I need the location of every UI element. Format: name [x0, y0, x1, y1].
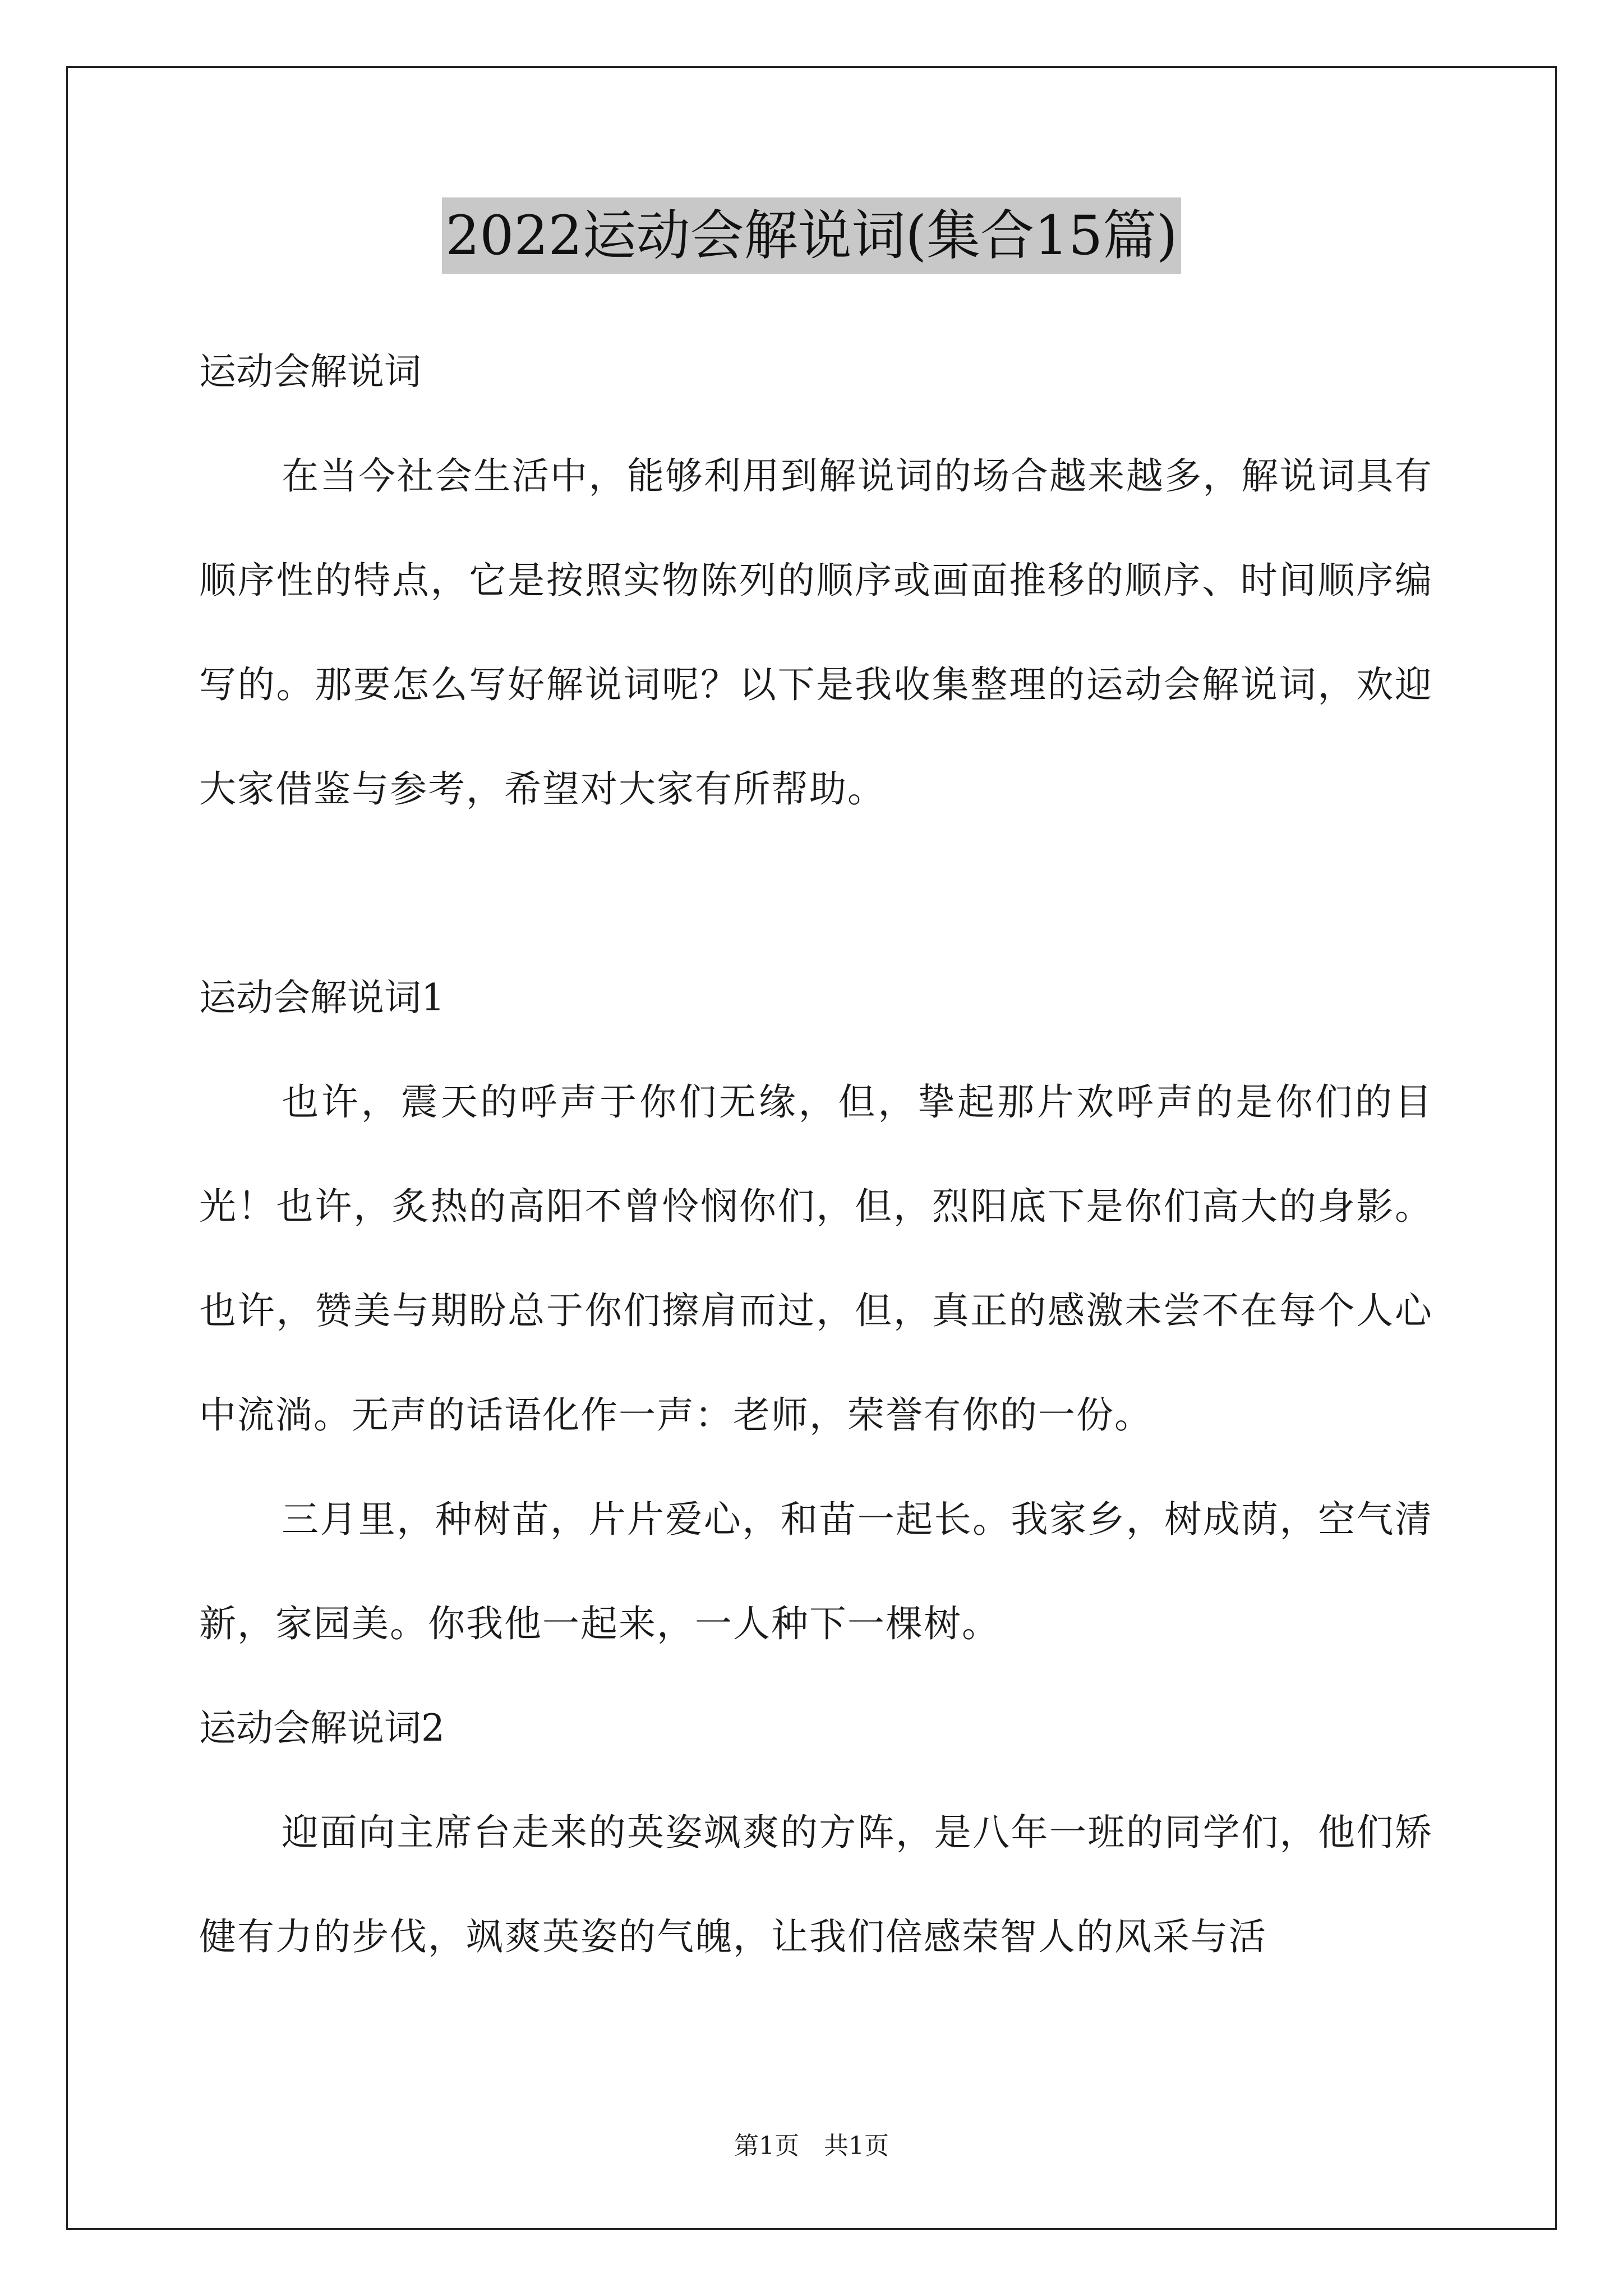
intro-paragraph: 在当今社会生活中，能够利用到解说词的场合越来越多，解说词具有顺序性的特点，它是按照实物陈列的顺序或画面推移的顺序、时间顺序编写的。那要怎么写好解说词呢？以下是我收集整理的运动会解说词，欢迎大家借鉴与参考，希望对大家有所帮助。	[199, 454, 1433, 811]
document-title: 2022运动会解说词(集合15篇)	[442, 197, 1181, 274]
section-1-heading: 运动会解说词1	[199, 976, 445, 1019]
intro-heading: 运动会解说词	[199, 350, 421, 393]
section-1-paragraph-1: 也许，震天的呼声于你们无缘，但，挚起那片欢呼声的是你们的目光！也许，炙热的高阳不曾怜悯你们，但，烈阳底下是你们高大的身影。也许，赞美与期盼总于你们擦肩而过，但，真正的感激未尝不在每个人心中流淌。无声的话语化作一声：老师，荣誉有你的一份。	[199, 1080, 1433, 1437]
section-2-heading: 运动会解说词2	[199, 1706, 445, 1750]
section-2-paragraph-1: 迎面向主席台走来的英姿飒爽的方阵，是八年一班的同学们，他们矫健有力的步伐，飒爽英姿的气魄，让我们倍感荣智人的风采与活	[199, 1811, 1433, 1958]
section-spacer	[199, 841, 1433, 946]
section-1-paragraph-2: 三月里，种树苗，片片爱心，和苗一起长。我家乡，树成荫，空气清新，家园美。你我他一起来，一人种下一棵树。	[199, 1498, 1433, 1645]
title-container	[0, 197, 1623, 274]
document-body	[199, 320, 1433, 1989]
page-footer: 第1页 共1页	[734, 2132, 889, 2160]
